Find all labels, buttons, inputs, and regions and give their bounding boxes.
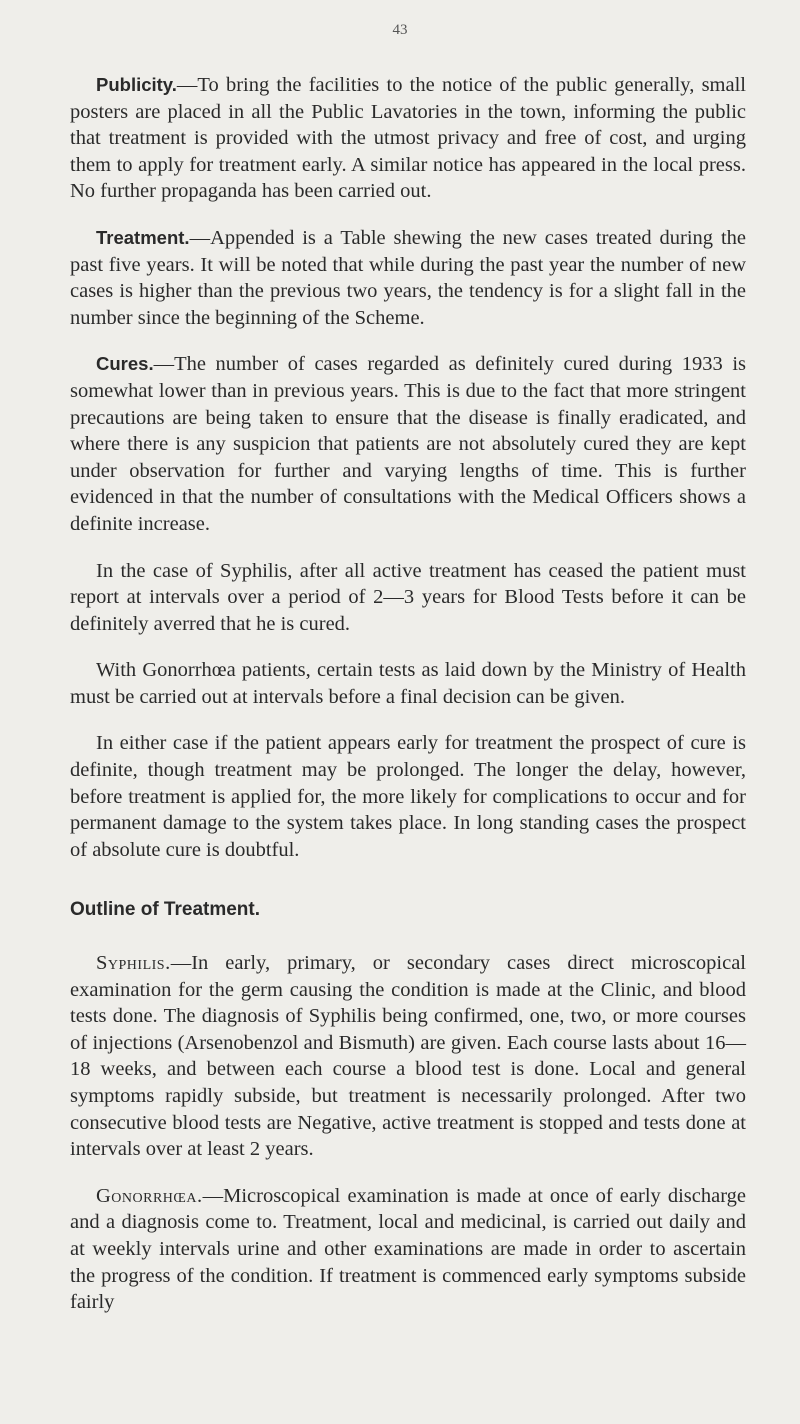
paragraph-syphilis-outline — [70, 950, 746, 1163]
page-number: 43 — [392, 22, 408, 38]
paragraph-either-case: In either case if the patient appears early for treatment the prospect of cure is definite, though treatment may be prolonged. The longer the delay, however, before treatment is applied for, the more likely for complications to occur and for permanent damage to the system takes place. In long standing cases the prospect of absolute cure is doubtful. — [70, 732, 746, 861]
paragraph-gonorrhoea-tests: With Gonorrhœa patients, certain tests as laid down by the Ministry of Health must be carried out at intervals before a final decision can be given. — [70, 659, 746, 708]
text-syphilis-outline: —In early, primary, or secondary cases direct microscopical examination for the germ causing the condition is made at the Clinic, and blood tests done. The diagnosis of Syphilis being confirmed, one, two, or more courses of injections (Arsenobenzol and Bismuth) are given. Each course lasts about 16—18 weeks, and between each course a blood test is done. Local and general symptoms rapidly subside, but treatment is necessarily prolonged. After two consecutive blood tests are Negative, active treatment is stopped and tests done at intervals over at least 2 years. — [70, 952, 746, 1161]
text-cures: —The number of cases regarded as definitely cured during 1933 is somewhat lower than in previous years. This is due to the fact that more stringent precautions are being taken to ensure that the disease is finally eradicated, and where there is any suspicion that patients are not absolutely cured they are kept under observation for further and varying lengths of time. This is further evidenced in that the number of consultations with the Medical Officers shows a definite increase. — [70, 353, 746, 535]
heading-cures: Cures. — [96, 353, 154, 375]
heading-publicity: Publicity. — [96, 74, 177, 95]
paragraph-cures — [70, 351, 746, 537]
section-title-outline: Outline of Treatment. — [70, 899, 261, 921]
page-content — [70, 72, 746, 1316]
text-gonorrhoea-outline: —Microscopical examination is made at once of early discharge and a diagnosis come to. Treatment, local and medicinal, is carried out daily and at weekly intervals urine and other examinations are made in order to ascertain the progress of the condition. If treatment is commenced early symptoms subside fairly — [70, 1184, 746, 1314]
text-treatment: —Appended is a Table shewing the new cases treated during the past five years. It will be noted that while during the past year the number of new cases is higher than the previous two years, the tendency is for a slight fall in the number since the beginning of the Scheme. — [70, 226, 746, 329]
paragraph-gonorrhoea-outline — [70, 1183, 746, 1316]
text-publicity: —To bring the facilities to the notice of the public generally, small posters are placed in all the Public Lavatories in the town, informing the public that treatment is provided with the utmost privacy and free of cost, and urging them to apply for treatment early. A similar notice has appeared in the local press. No further propaganda has been carried out. — [70, 74, 746, 203]
paragraph-treatment — [70, 225, 746, 331]
heading-gonorrhoea: Gonorrhœa. — [96, 1184, 203, 1207]
heading-treatment: Treatment. — [96, 226, 190, 248]
paragraph-publicity — [70, 72, 746, 205]
paragraph-syphilis-case: In the case of Syphilis, after all active treatment has ceased the patient must report at intervals over a period of 2—3 years for Blood Tests before it can be definitely averred that he is cured. — [70, 559, 746, 635]
heading-syphilis: Syphilis. — [96, 952, 171, 975]
